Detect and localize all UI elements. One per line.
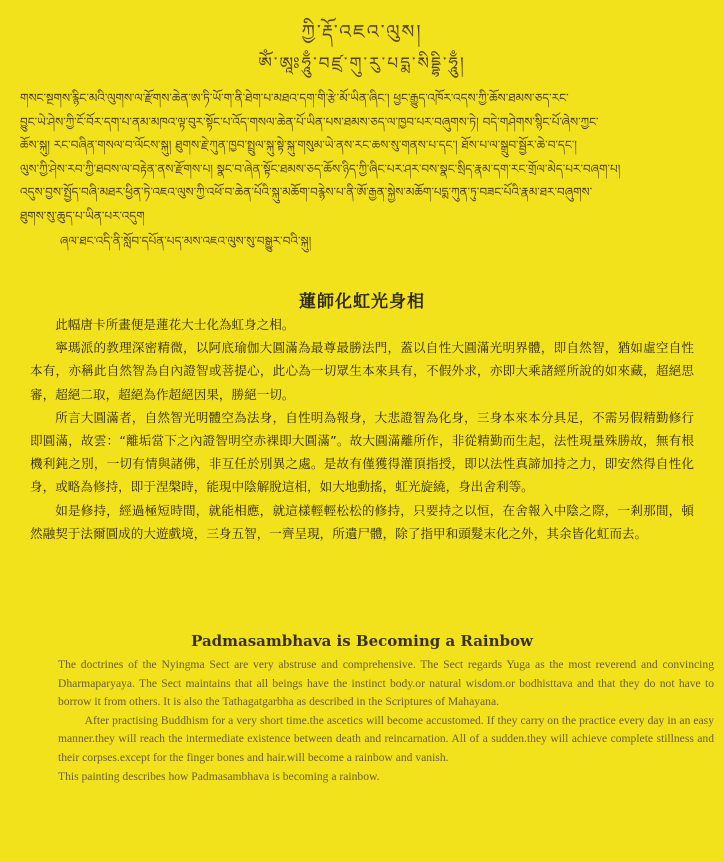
english-paragraph: After practising Buddhism for a very short time.the ascetics will become accustomed. If they carry on the practice every day in an easy manner.they will reach the intermediate existence between death and reincarnation. All of a sudden.they will achieve complete stillness and their corpses.except for the finger bones and hair.will become a rainbow and vanish.: [58, 713, 714, 764]
english-paragraph: The doctrines of the Nyingma Sect are very abstruse and comprehensive. The Sect regards Yuga as the most reverend and convincing Dharmaparyaya. The Sect maintains that all beings have the instinct body.or natural wisdom.or bodhisttava and that they do not have to borrow it from others. It is also the Tathagatgarbha as described in the Scriptures of Mahayana.: [58, 658, 714, 709]
tibetan-line: བྱུང་ཡེ་ཤེས་ཀྱི་ངོ་བོར་དག་པ་ནམ་མཁའ་ལྟ་བུར་སྟོང་པ་འོད་གསལ་ཆེན་པོ་ཡིན་པས་ཐམས་ཅད་ལ་ཁྱབ་པར་བཞུགས་ཏེ། བདེ་གཤེགས་སྙིང་པོ་ཞེས་ཀྱང་: [20, 114, 599, 129]
chinese-paragraph: 寧瑪派的教理深密精微，以阿底瑜伽大圓滿為最尊最勝法門，蓋以自性大圓滿光明界體，即自然智，猶如虛空自性本有，亦稱此自然智為自內證智或菩提心，此心為一切眾生本來具有，不假外求，亦即大乘諸經所說的如來藏，超絕思審，超絕二取，超絕為作超絕因果，勝絕一切。: [30, 340, 694, 402]
chinese-paragraph: 如是修持，經過極短時間，就能相應，就這樣輕輕松松的修持，只要持之以恒，在舍報入中陰之際，一剎那間，頓然融契于法爾圓成的大遊戲境，三身五智，一齊呈現，所遺尸體，除了指甲和頭髮末化之外，其余皆化虹而去。: [30, 502, 694, 541]
tibetan-paragraph: [20, 87, 710, 228]
chinese-paragraph: 所言大圓滿者，自然智光明體空為法身，自性明為報身，大悲證智為化身，三身本來本分具足，不需另假精勤修行即圓滿，故雲：“離垢當下之內證智明空赤裸即大圓滿”。故大圓滿離所作，非從精勤而生起，法性現量殊勝故，無有根機利鈍之別，一切有情與諸佛，非互任於別異之處。是故有僅獲得灌頂指授，即以法性真諦加持之力，即安然得自性化身，或略為修持，即于涅槃時，能現中陰解脫這相，如大地動搖，虹光旋繞，身出舍利等。: [30, 409, 694, 495]
english-title: Padmasambhava is Becoming a Rainbow: [191, 632, 533, 650]
tibetan-line: འདུས་བྱས་སྤྱོད་བཞི་མཐར་ཕྱིན་ཏེ་འཇའ་ལུས་ཀྱི་འཕོ་བ་ཆེན་པོའི་སྐུ་མཆོག་བརྙེས་པ་ནི་ཨོ་རྒྱན་སྐྱེས་མཆོག་པདྨ་ཀུན་ཏུ་བཟང་པོའི་རྣམ་ཐར་བཞུགས་: [20, 185, 593, 199]
tibetan-colophon: ཞལ་ཐང་འདི་ནི་སློབ་དཔོན་པད་མས་འཇའ་ལུས་སུ་བསྒྱུར་བའི་སྐུ།: [60, 234, 312, 248]
tibetan-subtitle: ཨོཾ་ཨཱཿཧཱུྃ་བཛྲ་གུ་རུ་པདྨ་སིདྡྷི་ཧཱུྃ།: [258, 54, 466, 74]
tibetan-title: ཀྱི་རྡོ་འཇའ་ལུས།: [301, 21, 423, 43]
english-paragraph: This painting describes how Padmasambhava is becoming a rainbow.: [58, 769, 380, 783]
english-body: [58, 656, 714, 786]
chinese-body: [30, 313, 694, 545]
tibetan-line: ཆོས་སྐུ། རང་བཞིན་གསལ་བ་ལོངས་སྐུ། ཐུགས་རྗེ་ཀུན་ཁྱབ་སྤྲུལ་སྐུ་སྟེ་སྐུ་གསུམ་ཡེ་ནས་རང་ཆས་སུ་གནས་པ་དང་། ཐོས་པ་ལ་སྒྲུབ་སྦྱོར་ཆེ་བ་དང་།: [20, 138, 577, 152]
tibetan-line: གསང་སྔགས་རྙིང་མའི་ལུགས་ལ་རྫོགས་ཆེན་ཨ་ཏི་ཡོ་ག་ནི་ཐེག་པ་མཐའ་དག་གི་རྩེ་མོ་ཡིན་ཞིང་། ཕྱང་རྒྱུད་འཁོར་འདས་ཀྱི་ཆོས་ཐམས་ཅད་རང་: [20, 91, 569, 105]
chinese-paragraph: 此幅唐卡所畫便是蓮花大士化為虹身之相。: [55, 317, 295, 332]
tibetan-line: ཐུགས་སུ་ཆུད་པ་ཡིན་པར་འདུག: [20, 208, 145, 223]
chinese-title: 蓮師化虹光身相: [299, 292, 425, 312]
tibetan-line: ལུས་ཀྱི་ཤེས་རབ་ཀྱི་ཐབས་ལ་བརྟེན་ནས་རྫོགས་པ། སྣང་བ་ཞེན་སྟོང་ཐམས་ཅད་ཆོས་ཉིད་ཀྱི་ཞིང་པར་ཤར་བས་སྣང་སྲིད་རྣམ་དག་རང་གྲོལ་མེད་པར་བཞག་པ།: [20, 161, 621, 176]
